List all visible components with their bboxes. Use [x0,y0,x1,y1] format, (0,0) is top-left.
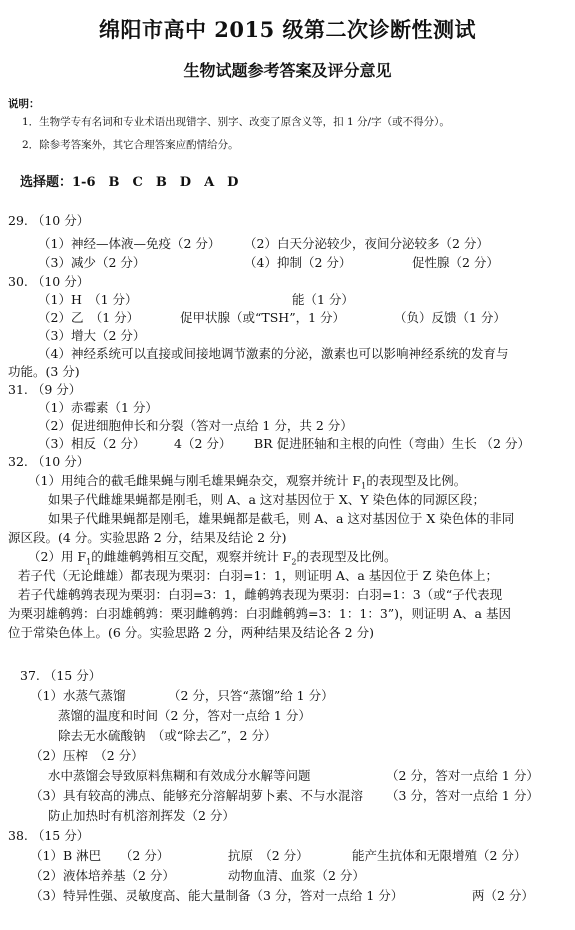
q37-answer-2b: 水中蒸馏会导致原料焦糊和有效成分水解等问题 [48,768,311,783]
q30-answer-4-cont: 功能。(3 分) [8,364,80,379]
q37-answer-1d: 除去无水硫酸钠 （或“除去乙”，2 分） [58,728,277,743]
q32-line-1: （1）用纯合的截毛雌果蝇与刚毛雄果蝇杂交，观察并统计 $F_1$的表现型及比例。 [28,473,467,491]
q32-line-3: 如果子代雌果蝇都是刚毛，雄果蝇都是截毛，则 A、a 这对基因位于 X 染色体的非同 [48,511,515,526]
q37-answer-3b: （3 分，答对一点给 1 分） [386,788,539,803]
multiple-choice-answers: 选择题：1-6 B C B D A D [20,175,239,190]
note-1: 1．生物学专有名词和专业术语出现错字、别字、改变了原含义等，扣 1 分/字（或不得分）。 [22,116,450,128]
q38-answer-1: （1）B 淋巴 （2 分） [30,848,170,863]
q29-answer-4b: 促性腺（2 分） [412,255,499,270]
q38-heading: 38. （15 分） [8,828,90,843]
q37-heading: 37. （15 分） [20,668,102,683]
q30-answer-4: （4）神经系统可以直接或间接地调节激素的分泌，激素也可以影响神经系统的发育与 [38,346,509,361]
q30-heading: 30. （10 分） [8,274,90,289]
q38-answer-1b: 抗原 （2 分） [228,848,309,863]
q32-line-7: 若子代雄鹌鹑表现为栗羽：白羽=3：1，雌鹌鹑表现为栗羽：白羽=1：3（或“子代表现 [18,587,503,602]
q31-answer-2: （2）促进细胞伸长和分裂（答对一点给 1 分，共 2 分） [38,418,353,433]
q37-answer-1b: （2 分，只答“蒸馏”给 1 分） [168,688,334,703]
page-subtitle: 生物试题参考答案及评分意见 [183,61,392,80]
q32-line-4: 源区段。(4 分。实验思路 2 分，结果及结论 2 分) [8,530,287,545]
q29-answer-1: （1）神经—体液—免疫（2 分） [38,236,221,251]
q31-answer-3c: BR 促进胚轴和主根的向性（弯曲）生长 （2 分） [254,436,530,451]
q29-answer-2: （2）白天分泌较少，夜间分泌较多（2 分） [244,236,489,251]
q37-answer-1c: 蒸馏的温度和时间（2 分，答对一点给 1 分） [58,708,311,723]
q37-answer-2: （2）压榨 （2 分） [30,748,144,763]
q32-line-6: 若子代（无论雌雄）都表现为栗羽：白羽=1：1，则证明 A、a 基因位于 Z 染色体上； [18,568,498,583]
note-2: 2．除参考答案外，其它合理答案应酌情给分。 [22,139,239,151]
q30-answer-2b: 促甲状腺（或“TSH”，1 分） [180,310,346,325]
q30-answer-2c: （负）反馈（1 分） [394,310,506,325]
q38-answer-2: （2）液体培养基（2 分） [30,868,175,883]
q31-answer-1: （1）赤霉素（1 分） [38,400,158,415]
q31-answer-3b: 4（2 分） [174,436,232,451]
q38-answer-3b: 两（2 分） [472,888,534,903]
q31-answer-3: （3）相反（2 分） [38,436,146,451]
q37-answer-2c: （2 分，答对一点给 1 分） [386,768,539,783]
q32-heading: 32. （10 分） [8,454,90,469]
notes-heading: 说明： [8,98,40,110]
page-title: 绵阳市高中 2015 级第二次诊断性测试 [98,17,477,42]
q31-heading: 31. （9 分） [8,382,82,397]
q30-answer-1: （1）H （1 分） [38,292,138,307]
q30-answer-3: （3）增大（2 分） [38,328,146,343]
q29-answer-3: （3）减少（2 分） [38,255,146,270]
q38-answer-3: （3）特异性强、灵敏度高、能大量制备（3 分，答对一点给 1 分） [30,888,404,903]
q32-line-2: 如果子代雌雄果蝇都是刚毛，则 A、a 这对基因位于 X、Y 染色体的同源区段； [48,492,486,507]
q37-answer-3: （3）具有较高的沸点、能够充分溶解胡萝卜素、不与水混溶 [30,788,363,803]
q32-line-9: 位于常染色体上。(6 分。实验思路 2 分，两种结果及结论各 2 分) [8,625,374,640]
q37-answer-1: （1）水蒸气蒸馏 [30,688,126,703]
q29-heading: 29. （10 分） [8,213,90,228]
q32-line-8: 为栗羽雄鹌鹑：白羽雄鹌鹑：栗羽雌鹌鹑：白羽雌鹌鹑=3：1：1：3”)，则证明 A、a 基因 [8,606,511,621]
q30-answer-1b: 能（1 分） [292,292,354,307]
q32-line-5: （2）用 $F_1$的雌雄鹌鹑相互交配，观察并统计 $F_2$的表现型及比例。 [28,549,397,567]
q38-answer-1c: 能产生抗体和无限增殖（2 分） [352,848,527,863]
q38-answer-2b: 动物血清、血浆（2 分） [228,868,365,883]
q37-answer-3c: 防止加热时有机溶剂挥发（2 分） [48,808,235,823]
q30-answer-2: （2）乙 （1 分） [38,310,140,325]
q29-answer-4: （4）抑制（2 分） [244,255,352,270]
